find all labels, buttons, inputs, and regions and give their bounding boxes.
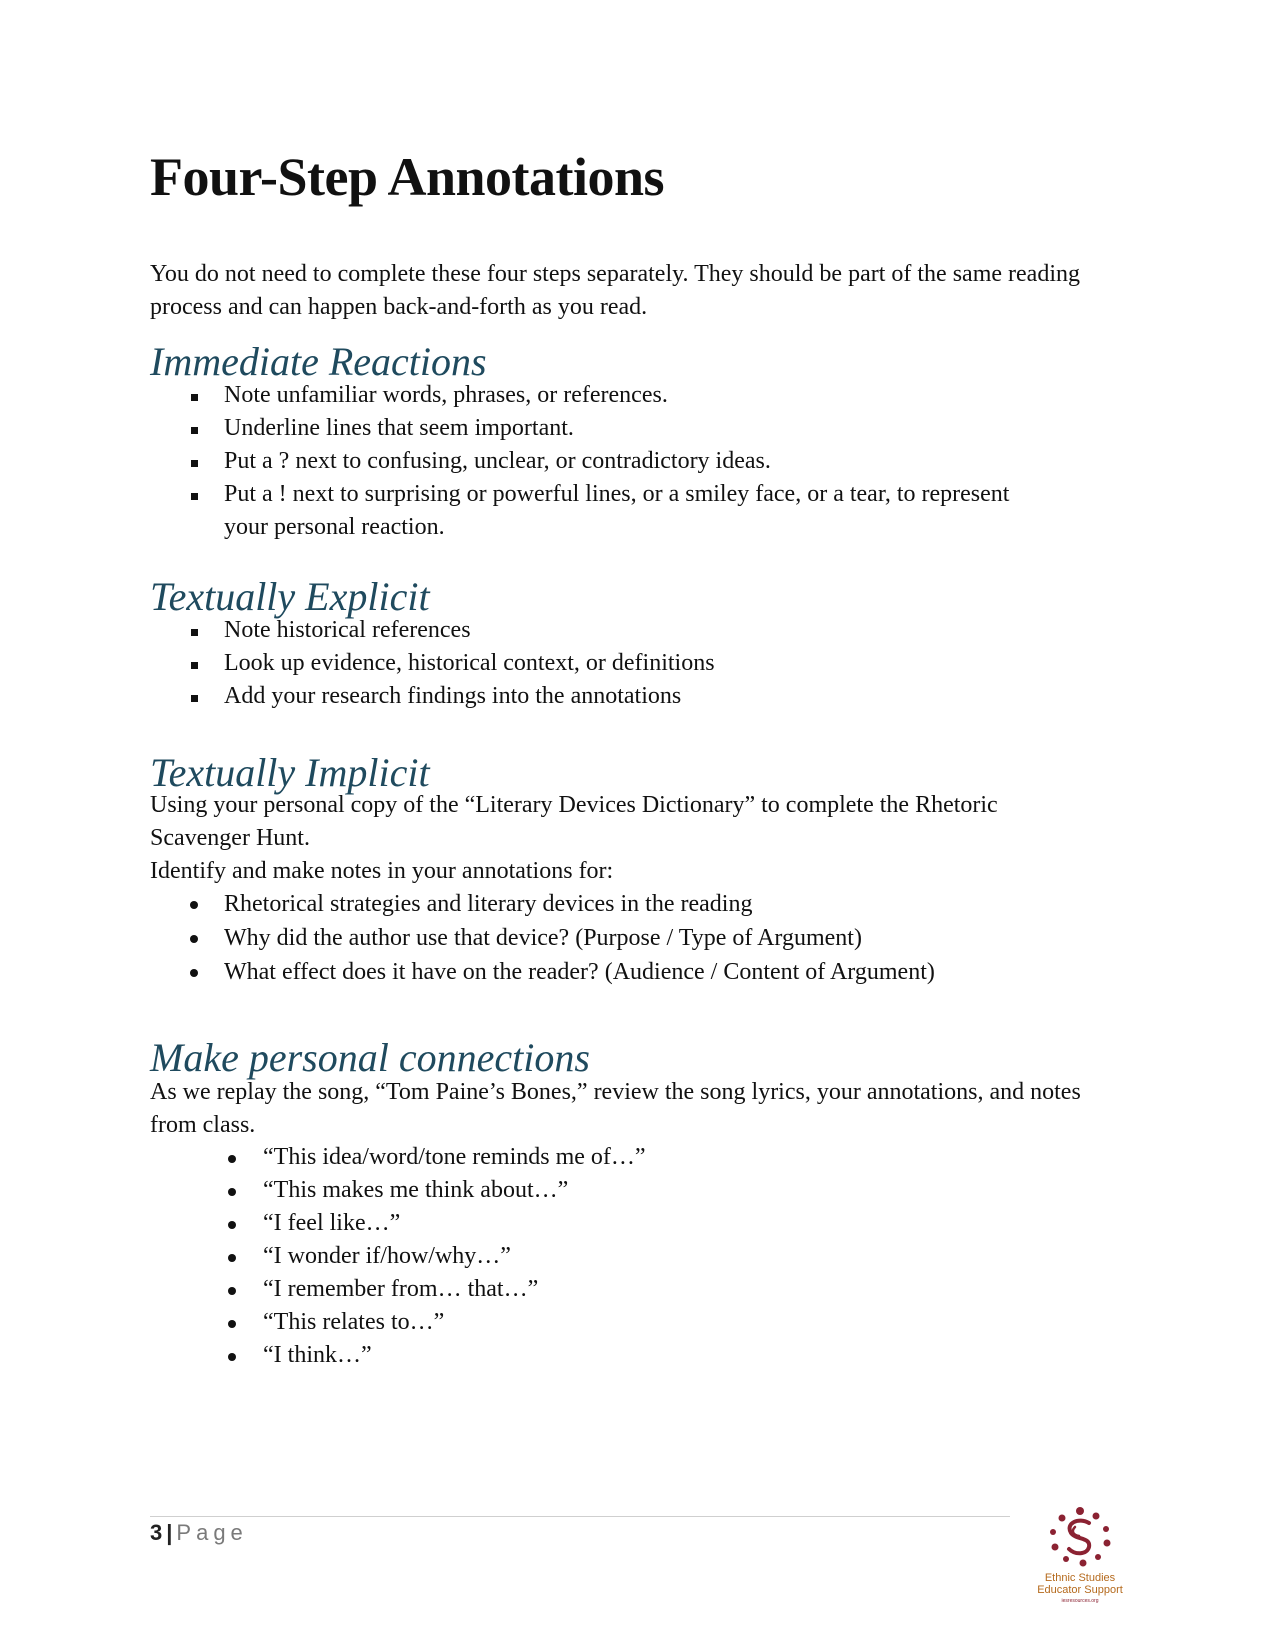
logo-icon <box>1045 1505 1115 1567</box>
textually-explicit-list <box>150 614 1050 713</box>
list-item: “This idea/word/tone reminds me of…” <box>150 1141 1050 1174</box>
page-label: Page <box>176 1520 248 1545</box>
immediate-reactions-list <box>150 379 1050 544</box>
logo-text-line1: Ethnic Studies <box>1044 1572 1116 1584</box>
implicit-instruction: Identify and make notes in your annotations for: <box>150 858 614 884</box>
list-item: “This makes me think about…” <box>150 1174 1050 1207</box>
heading-personal-connections: Make personal connections <box>150 1035 590 1080</box>
personal-paragraph: As we replay the song, “Tom Paine’s Bones,” review the song lyrics, your annotations, and notes from class. <box>150 1079 1081 1138</box>
list-item: Look up evidence, historical context, or definitions <box>150 647 1050 680</box>
list-item: “I remember from… that…” <box>150 1273 1050 1306</box>
list-item: Add your research findings into the annotations <box>150 680 1050 713</box>
footer-separator: | <box>166 1520 173 1545</box>
list-item: “I think…” <box>150 1339 1050 1372</box>
list-item: “I wonder if/how/why…” <box>150 1240 1050 1273</box>
page-footer <box>150 1520 248 1546</box>
heading-textually-explicit: Textually Explicit <box>150 574 430 619</box>
intro-paragraph: You do not need to complete these four steps separately. They should be part of the same reading process and can happen back-and-forth as you read. <box>150 261 1080 320</box>
list-item: Put a ! next to surprising or powerful lines, or a smiley face, or a tear, to represent your personal reaction. <box>150 478 1050 544</box>
heading-textually-implicit: Textually Implicit <box>150 750 430 795</box>
list-item: Note historical references <box>150 614 1050 647</box>
personal-connections-list <box>150 1141 1050 1372</box>
list-item: Underline lines that seem important. <box>150 412 1050 445</box>
heading-immediate-reactions: Immediate Reactions <box>150 339 487 384</box>
footer-divider <box>150 1516 1010 1517</box>
list-item: Rhetorical strategies and literary devices in the reading <box>150 887 1050 921</box>
implicit-paragraph: Using your personal copy of the “Literary Devices Dictionary” to complete the Rhetoric Scavenger Hunt. <box>150 792 998 851</box>
list-item: “This relates to…” <box>150 1306 1050 1339</box>
list-item: Note unfamiliar words, phrases, or references. <box>150 379 1050 412</box>
ethnic-studies-logo <box>1035 1505 1125 1604</box>
logo-url: iesresources.org <box>1061 1598 1099 1604</box>
list-item: “I feel like…” <box>150 1207 1050 1240</box>
list-item: What effect does it have on the reader? (Audience / Content of Argument) <box>150 955 1050 989</box>
textually-implicit-list <box>150 887 1050 989</box>
list-item: Why did the author use that device? (Purpose / Type of Argument) <box>150 921 1050 955</box>
logo-text-line2: Educator Support <box>1037 1584 1123 1596</box>
list-item: Put a ? next to confusing, unclear, or contradictory ideas. <box>150 445 1050 478</box>
page-title: Four-Step Annotations <box>150 147 665 207</box>
page-number: 3 <box>150 1520 163 1545</box>
